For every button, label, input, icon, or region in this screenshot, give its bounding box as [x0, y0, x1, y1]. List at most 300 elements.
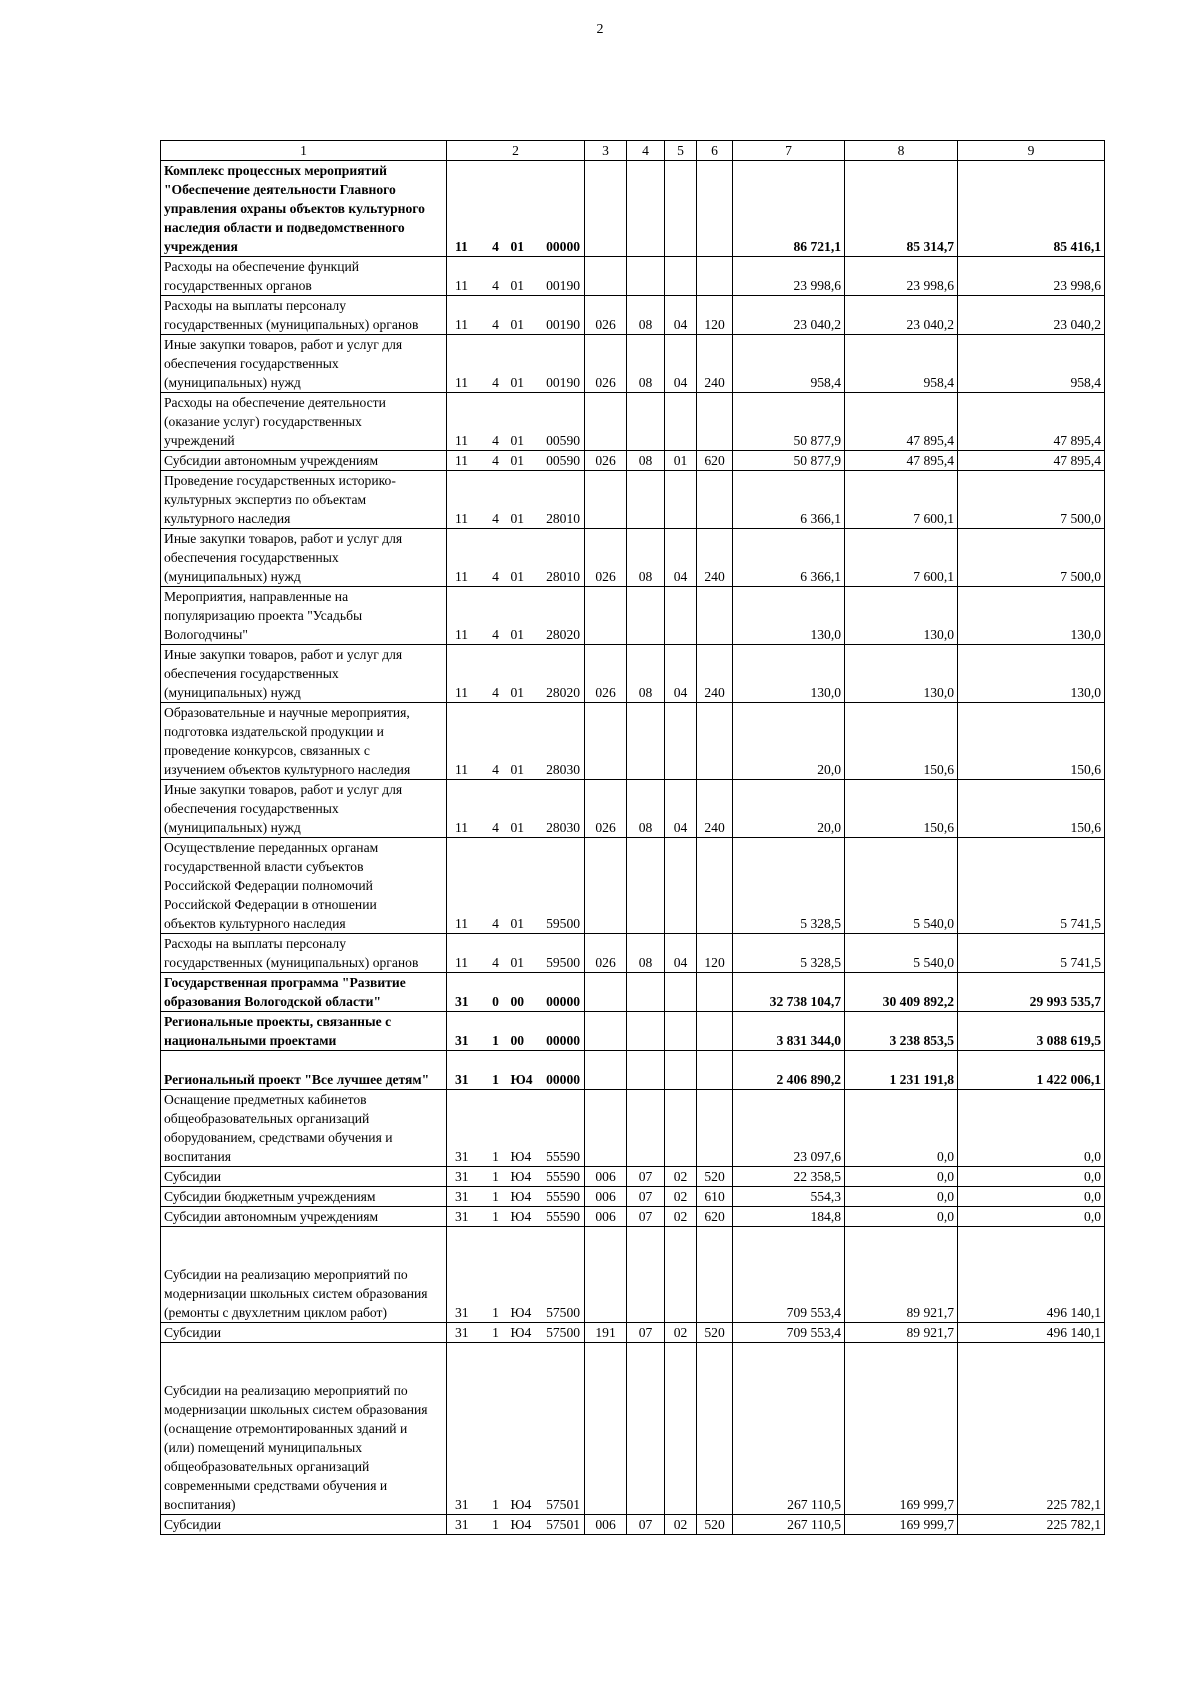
- amount-year-1: 5 328,5: [733, 838, 845, 934]
- amount-year-3: 0,0: [958, 1090, 1105, 1167]
- row-name: [161, 838, 447, 934]
- row-name-line: подготовка издательской продукции и: [164, 724, 384, 739]
- row-name-line: Российской Федерации полномочий: [164, 878, 373, 893]
- amount-year-3: 47 895,4: [958, 451, 1105, 471]
- amount-year-3: 1 422 006,1: [958, 1051, 1105, 1090]
- amount-year-3: 225 782,1: [958, 1515, 1105, 1535]
- amount-year-3: 7 500,0: [958, 471, 1105, 529]
- subsection-code: 02: [665, 1187, 697, 1207]
- amount-year-2: 47 895,4: [845, 451, 958, 471]
- table-row: [161, 1090, 1105, 1167]
- subsection-code: [665, 161, 697, 257]
- subprogram-code: 0: [483, 973, 509, 1012]
- amount-year-3: 47 895,4: [958, 393, 1105, 451]
- amount-year-3: 85 416,1: [958, 161, 1105, 257]
- program-code: 11: [447, 393, 483, 451]
- direction-code: 57501: [537, 1343, 585, 1515]
- subprogram-code: 1: [483, 1207, 509, 1227]
- amount-year-3: 130,0: [958, 645, 1105, 703]
- amount-year-1: 86 721,1: [733, 161, 845, 257]
- program-code: 11: [447, 451, 483, 471]
- section-code: 08: [627, 780, 665, 838]
- subprogram-code: 4: [483, 257, 509, 296]
- ministry-code: [585, 1343, 627, 1515]
- amount-year-1: 20,0: [733, 703, 845, 780]
- direction-code: 55590: [537, 1090, 585, 1167]
- row-name-line: Региональный проект "Все лучшее детям": [164, 1072, 430, 1087]
- amount-year-1: 32 738 104,7: [733, 973, 845, 1012]
- subprogram-code: 1: [483, 1051, 509, 1090]
- table-row: [161, 838, 1105, 934]
- subprogram-code: 4: [483, 934, 509, 973]
- ministry-code: 006: [585, 1515, 627, 1535]
- amount-year-2: 23 040,2: [845, 296, 958, 335]
- section-code: 08: [627, 335, 665, 393]
- row-name-line: Расходы на обеспечение функций: [164, 259, 360, 274]
- row-name-line: государственных (муниципальных) органов: [164, 317, 419, 332]
- direction-code: 59500: [537, 934, 585, 973]
- subsection-code: 02: [665, 1207, 697, 1227]
- row-name: [161, 335, 447, 393]
- subprogram-code: 4: [483, 393, 509, 451]
- row-name-line: Вологодчины": [164, 627, 248, 642]
- ministry-code: 026: [585, 451, 627, 471]
- structure-code: 01: [509, 645, 537, 703]
- row-name-line: национальными проектами: [164, 1033, 337, 1048]
- section-code: [627, 838, 665, 934]
- structure-code: Ю4: [509, 1051, 537, 1090]
- ministry-code: 026: [585, 780, 627, 838]
- program-code: 31: [447, 1090, 483, 1167]
- row-name-line: (муниципальных) нужд: [164, 375, 301, 390]
- row-name-line: воспитания: [164, 1149, 231, 1164]
- table-row: [161, 587, 1105, 645]
- row-name-line: обеспечения государственных: [164, 801, 339, 816]
- subsection-code: [665, 973, 697, 1012]
- subprogram-code: 4: [483, 161, 509, 257]
- direction-code: 28030: [537, 780, 585, 838]
- amount-year-3: 3 088 619,5: [958, 1012, 1105, 1051]
- program-code: 31: [447, 1343, 483, 1515]
- row-name-line: [164, 1051, 443, 1070]
- section-code: [627, 703, 665, 780]
- ministry-code: [585, 1090, 627, 1167]
- amount-year-1: 3 831 344,0: [733, 1012, 845, 1051]
- amount-year-1: 958,4: [733, 335, 845, 393]
- row-name: [161, 471, 447, 529]
- ministry-code: 026: [585, 335, 627, 393]
- row-name-line: Российской Федерации в отношении: [164, 897, 377, 912]
- amount-year-3: 23 040,2: [958, 296, 1105, 335]
- ministry-code: [585, 393, 627, 451]
- table-row: [161, 1515, 1105, 1535]
- subprogram-code: 1: [483, 1323, 509, 1343]
- col-header-4: 4: [627, 141, 665, 161]
- col-header-9: 9: [958, 141, 1105, 161]
- amount-year-2: 5 540,0: [845, 838, 958, 934]
- program-code: 31: [447, 973, 483, 1012]
- row-name-line: обеспечения государственных: [164, 356, 339, 371]
- structure-code: Ю4: [509, 1090, 537, 1167]
- row-name-line: [164, 1227, 443, 1246]
- program-code: 11: [447, 257, 483, 296]
- row-name-line: Проведение государственных историко-: [164, 473, 396, 488]
- expense-type-code: [697, 1012, 733, 1051]
- program-code: 31: [447, 1515, 483, 1535]
- amount-year-1: 22 358,5: [733, 1167, 845, 1187]
- section-code: 08: [627, 645, 665, 703]
- subsection-code: 04: [665, 529, 697, 587]
- amount-year-2: 7 600,1: [845, 471, 958, 529]
- direction-code: 55590: [537, 1167, 585, 1187]
- table-row: [161, 703, 1105, 780]
- structure-code: 01: [509, 780, 537, 838]
- row-name-line: культурного наследия: [164, 511, 291, 526]
- section-code: 07: [627, 1515, 665, 1535]
- row-name-line: Государственная программа "Развитие: [164, 975, 406, 990]
- expense-type-code: 520: [697, 1515, 733, 1535]
- ministry-code: [585, 587, 627, 645]
- subsection-code: 04: [665, 645, 697, 703]
- table-row: [161, 1207, 1105, 1227]
- section-code: 08: [627, 934, 665, 973]
- table-row: [161, 1187, 1105, 1207]
- program-code: 11: [447, 296, 483, 335]
- subsection-code: 02: [665, 1167, 697, 1187]
- subsection-code: 04: [665, 780, 697, 838]
- row-name-line: Иные закупки товаров, работ и услуг для: [164, 782, 403, 797]
- program-code: 11: [447, 529, 483, 587]
- amount-year-2: 30 409 892,2: [845, 973, 958, 1012]
- amount-year-2: 85 314,7: [845, 161, 958, 257]
- subprogram-code: 4: [483, 703, 509, 780]
- direction-code: 57500: [537, 1227, 585, 1323]
- row-name: [161, 703, 447, 780]
- ministry-code: [585, 1051, 627, 1090]
- table-row: [161, 257, 1105, 296]
- amount-year-3: 7 500,0: [958, 529, 1105, 587]
- section-code: [627, 161, 665, 257]
- structure-code: Ю4: [509, 1207, 537, 1227]
- amount-year-2: 0,0: [845, 1167, 958, 1187]
- direction-code: 28030: [537, 703, 585, 780]
- amount-year-3: 5 741,5: [958, 838, 1105, 934]
- row-name-line: Субсидии: [164, 1325, 222, 1340]
- amount-year-2: 89 921,7: [845, 1227, 958, 1323]
- structure-code: 01: [509, 838, 537, 934]
- subsection-code: [665, 471, 697, 529]
- direction-code: 00000: [537, 1051, 585, 1090]
- expense-type-code: 620: [697, 451, 733, 471]
- amount-year-2: 958,4: [845, 335, 958, 393]
- expense-type-code: [697, 1227, 733, 1323]
- direction-code: 57501: [537, 1515, 585, 1535]
- amount-year-1: 130,0: [733, 587, 845, 645]
- col-header-1: 1: [161, 141, 447, 161]
- subprogram-code: 1: [483, 1167, 509, 1187]
- amount-year-1: 50 877,9: [733, 393, 845, 451]
- row-name-line: образования Вологодской области": [164, 994, 382, 1009]
- ministry-code: [585, 838, 627, 934]
- expense-type-code: [697, 1051, 733, 1090]
- section-code: [627, 587, 665, 645]
- row-name: [161, 973, 447, 1012]
- direction-code: 57500: [537, 1323, 585, 1343]
- structure-code: Ю4: [509, 1227, 537, 1323]
- ministry-code: 006: [585, 1207, 627, 1227]
- amount-year-3: 130,0: [958, 587, 1105, 645]
- direction-code: 00190: [537, 257, 585, 296]
- amount-year-3: 0,0: [958, 1187, 1105, 1207]
- subsection-code: [665, 393, 697, 451]
- direction-code: 28020: [537, 645, 585, 703]
- row-name-line: общеобразовательных организаций: [164, 1111, 370, 1126]
- amount-year-3: 225 782,1: [958, 1343, 1105, 1515]
- ministry-code: 191: [585, 1323, 627, 1343]
- table-row: [161, 471, 1105, 529]
- subprogram-code: 1: [483, 1343, 509, 1515]
- amount-year-1: 5 328,5: [733, 934, 845, 973]
- ministry-code: [585, 471, 627, 529]
- expense-type-code: 120: [697, 934, 733, 973]
- row-name-line: модернизации школьных систем образования: [164, 1286, 428, 1301]
- program-code: 31: [447, 1167, 483, 1187]
- ministry-code: [585, 1227, 627, 1323]
- subsection-code: 02: [665, 1323, 697, 1343]
- row-name: [161, 161, 447, 257]
- direction-code: 00190: [537, 335, 585, 393]
- row-name-line: популяризацию проекта "Усадьбы: [164, 608, 363, 623]
- structure-code: 01: [509, 934, 537, 973]
- row-name-line: учреждения: [164, 239, 238, 254]
- ministry-code: 026: [585, 296, 627, 335]
- row-name: [161, 1167, 447, 1187]
- subprogram-code: 4: [483, 451, 509, 471]
- subsection-code: [665, 1090, 697, 1167]
- expense-type-code: 520: [697, 1323, 733, 1343]
- direction-code: 28010: [537, 529, 585, 587]
- amount-year-2: 5 540,0: [845, 934, 958, 973]
- program-code: 11: [447, 934, 483, 973]
- amount-year-1: 554,3: [733, 1187, 845, 1207]
- row-name-line: Осуществление переданных органам: [164, 840, 379, 855]
- amount-year-1: 184,8: [733, 1207, 845, 1227]
- program-code: 11: [447, 471, 483, 529]
- amount-year-2: 150,6: [845, 703, 958, 780]
- col-header-2: 2: [447, 141, 585, 161]
- section-code: 07: [627, 1323, 665, 1343]
- row-name-line: государственной власти субъектов: [164, 859, 364, 874]
- row-name-line: общеобразовательных организаций: [164, 1459, 370, 1474]
- direction-code: 00000: [537, 1012, 585, 1051]
- row-name-line: Субсидии на реализацию мероприятий по: [164, 1267, 408, 1282]
- expense-type-code: 240: [697, 645, 733, 703]
- amount-year-3: 150,6: [958, 703, 1105, 780]
- section-code: [627, 1343, 665, 1515]
- amount-year-1: 23 998,6: [733, 257, 845, 296]
- row-name-line: Субсидии автономным учреждениям: [164, 453, 379, 468]
- subprogram-code: 4: [483, 780, 509, 838]
- row-name-line: Образовательные и научные мероприятия,: [164, 705, 410, 720]
- ministry-code: [585, 703, 627, 780]
- table-row: [161, 393, 1105, 451]
- amount-year-3: 496 140,1: [958, 1323, 1105, 1343]
- subprogram-code: 4: [483, 296, 509, 335]
- row-name-line: (муниципальных) нужд: [164, 569, 301, 584]
- structure-code: 01: [509, 257, 537, 296]
- row-name-line: Иные закупки товаров, работ и услуг для: [164, 337, 403, 352]
- direction-code: 00190: [537, 296, 585, 335]
- ministry-code: [585, 973, 627, 1012]
- row-name-line: воспитания): [164, 1497, 236, 1512]
- row-name: [161, 1051, 447, 1090]
- structure-code: 01: [509, 393, 537, 451]
- expense-type-code: 520: [697, 1167, 733, 1187]
- ministry-code: [585, 257, 627, 296]
- row-name-line: государственных (муниципальных) органов: [164, 955, 419, 970]
- subprogram-code: 4: [483, 838, 509, 934]
- row-name-line: модернизации школьных систем образования: [164, 1402, 428, 1417]
- amount-year-3: 23 998,6: [958, 257, 1105, 296]
- subsection-code: [665, 838, 697, 934]
- header-row: [161, 141, 1105, 161]
- amount-year-2: 47 895,4: [845, 393, 958, 451]
- structure-code: 01: [509, 451, 537, 471]
- amount-year-2: 0,0: [845, 1187, 958, 1207]
- amount-year-3: 0,0: [958, 1207, 1105, 1227]
- amount-year-1: 50 877,9: [733, 451, 845, 471]
- row-name: [161, 296, 447, 335]
- row-name-line: Субсидии автономным учреждениям: [164, 1209, 379, 1224]
- budget-table: [160, 140, 1105, 1535]
- row-name-line: Расходы на выплаты персоналу: [164, 298, 346, 313]
- section-code: 07: [627, 1207, 665, 1227]
- row-name-line: учреждений: [164, 433, 235, 448]
- section-code: [627, 257, 665, 296]
- row-name: [161, 1090, 447, 1167]
- direction-code: 55590: [537, 1207, 585, 1227]
- row-name-line: Комплекс процессных мероприятий: [164, 163, 387, 178]
- expense-type-code: [697, 161, 733, 257]
- row-name-line: Мероприятия, направленные на: [164, 589, 349, 604]
- row-name-line: (муниципальных) нужд: [164, 685, 301, 700]
- program-code: 11: [447, 645, 483, 703]
- row-name: [161, 1187, 447, 1207]
- subprogram-code: 4: [483, 335, 509, 393]
- amount-year-3: 29 993 535,7: [958, 973, 1105, 1012]
- row-name-line: Субсидии: [164, 1517, 222, 1532]
- amount-year-2: 7 600,1: [845, 529, 958, 587]
- direction-code: 28020: [537, 587, 585, 645]
- col-header-3: 3: [585, 141, 627, 161]
- structure-code: 00: [509, 973, 537, 1012]
- expense-type-code: [697, 393, 733, 451]
- program-code: 31: [447, 1207, 483, 1227]
- structure-code: Ю4: [509, 1343, 537, 1515]
- structure-code: 01: [509, 161, 537, 257]
- row-name-line: (ремонты с двухлетним циклом работ): [164, 1305, 388, 1320]
- table-row: [161, 645, 1105, 703]
- amount-year-1: 709 553,4: [733, 1323, 845, 1343]
- amount-year-1: 6 366,1: [733, 471, 845, 529]
- program-code: 31: [447, 1187, 483, 1207]
- expense-type-code: 120: [697, 296, 733, 335]
- amount-year-1: 23 040,2: [733, 296, 845, 335]
- direction-code: 28010: [537, 471, 585, 529]
- table-row: [161, 335, 1105, 393]
- section-code: 08: [627, 451, 665, 471]
- amount-year-3: 5 741,5: [958, 934, 1105, 973]
- section-code: [627, 1051, 665, 1090]
- program-code: 11: [447, 161, 483, 257]
- row-name-line: оборудованием, средствами обучения и: [164, 1130, 393, 1145]
- subprogram-code: 1: [483, 1090, 509, 1167]
- amount-year-1: 130,0: [733, 645, 845, 703]
- program-code: 31: [447, 1323, 483, 1343]
- structure-code: 01: [509, 587, 537, 645]
- row-name-line: государственных органов: [164, 278, 312, 293]
- amount-year-2: 1 231 191,8: [845, 1051, 958, 1090]
- table-row: [161, 161, 1105, 257]
- subsection-code: [665, 1051, 697, 1090]
- ministry-code: [585, 1012, 627, 1051]
- subsection-code: [665, 1227, 697, 1323]
- structure-code: 01: [509, 471, 537, 529]
- amount-year-2: 89 921,7: [845, 1323, 958, 1343]
- expense-type-code: [697, 587, 733, 645]
- row-name-line: современными средствами обучения и: [164, 1478, 388, 1493]
- subprogram-code: 4: [483, 529, 509, 587]
- subprogram-code: 1: [483, 1012, 509, 1051]
- row-name-line: управления охраны объектов культурного: [164, 201, 425, 216]
- expense-type-code: [697, 1343, 733, 1515]
- program-code: 31: [447, 1227, 483, 1323]
- amount-year-3: 958,4: [958, 335, 1105, 393]
- expense-type-code: [697, 1090, 733, 1167]
- expense-type-code: 610: [697, 1187, 733, 1207]
- col-header-8: 8: [845, 141, 958, 161]
- row-name: [161, 451, 447, 471]
- section-code: [627, 973, 665, 1012]
- table-row: [161, 451, 1105, 471]
- table-row: [161, 934, 1105, 973]
- structure-code: 01: [509, 335, 537, 393]
- amount-year-1: 267 110,5: [733, 1343, 845, 1515]
- expense-type-code: [697, 703, 733, 780]
- row-name-line: обеспечения государственных: [164, 550, 339, 565]
- amount-year-2: 0,0: [845, 1207, 958, 1227]
- amount-year-2: 0,0: [845, 1090, 958, 1167]
- row-name-line: "Обеспечение деятельности Главного: [164, 182, 396, 197]
- table-row: [161, 1012, 1105, 1051]
- amount-year-2: 130,0: [845, 587, 958, 645]
- amount-year-2: 169 999,7: [845, 1343, 958, 1515]
- row-name: [161, 645, 447, 703]
- row-name: [161, 780, 447, 838]
- table-row: [161, 1051, 1105, 1090]
- amount-year-1: 709 553,4: [733, 1227, 845, 1323]
- col-header-6: 6: [697, 141, 733, 161]
- direction-code: 55590: [537, 1187, 585, 1207]
- ministry-code: 026: [585, 934, 627, 973]
- row-name-line: [164, 1246, 443, 1265]
- row-name-line: Субсидии бюджетным учреждениям: [164, 1189, 376, 1204]
- section-code: 08: [627, 529, 665, 587]
- subprogram-code: 4: [483, 645, 509, 703]
- row-name: [161, 529, 447, 587]
- table-row: [161, 1167, 1105, 1187]
- structure-code: Ю4: [509, 1187, 537, 1207]
